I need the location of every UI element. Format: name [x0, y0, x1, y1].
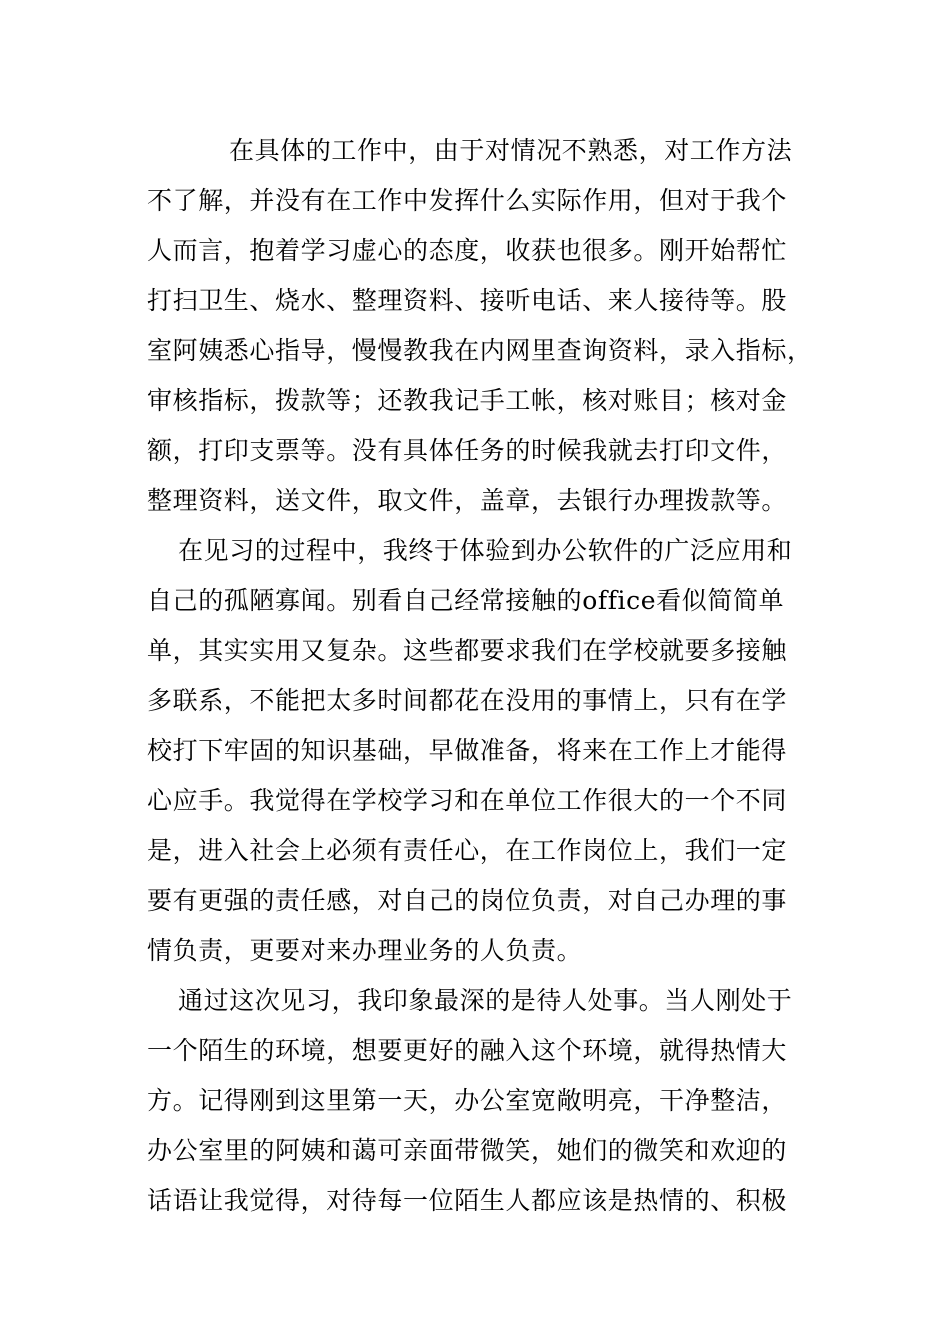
paragraph-1-line-2: 不了解，并没有在工作中发挥什么实际作用，但对于我个: [147, 186, 788, 215]
paragraph-1-line-1: 在具体的工作中，由于对情况不熟悉，对工作方法: [229, 136, 793, 165]
paragraph-2-line-5: 校打下牢固的知识基础，早做准备，将来在工作上才能得: [147, 736, 788, 765]
paragraph-3-line-3: 方。记得刚到这里第一天，办公室宽敞明亮，干净整洁，: [147, 1086, 788, 1115]
paragraph-1-line-8: 整理资料，送文件，取文件，盖章，去银行办理拨款等。: [147, 486, 788, 515]
paragraph-1-line-3: 人而言，抱着学习虚心的态度，收获也很多。刚开始帮忙: [147, 236, 788, 265]
paragraph-3-line-2: 一个陌生的环境，想要更好的融入这个环境，就得热情大: [147, 1036, 788, 1065]
paragraph-2-line-3: 单，其实实用又复杂。这些都要求我们在学校就要多接触: [147, 636, 788, 665]
paragraph-1-line-6: 审核指标，拨款等；还教我记手工帐，核对账目；核对金: [147, 386, 788, 415]
paragraph-1-line-4: 打扫卫生、烧水、整理资料、接听电话、来人接待等。股: [147, 286, 788, 315]
paragraph-2-line-6: 心应手。我觉得在学校学习和在单位工作很大的一个不同: [147, 786, 788, 815]
paragraph-2-line-8: 要有更强的责任感，对自己的岗位负责，对自己办理的事: [147, 886, 788, 915]
paragraph-2-line-1: 在见习的过程中，我终于体验到办公软件的广泛应用和: [178, 536, 793, 565]
paragraph-1-line-5: 室阿姨悉心指导，慢慢教我在内网里查询资料，录入指标，: [147, 336, 813, 365]
paragraph-3-line-1: 通过这次见习，我印象最深的是待人处事。当人刚处于: [178, 986, 793, 1015]
paragraph-2-line-9: 情负责，更要对来办理业务的人负责。: [147, 936, 583, 965]
paragraph-2-line-2: 自己的孤陋寡闻。别看自己经常接触的office看似简简单: [147, 586, 785, 615]
paragraph-2-line-7: 是，进入社会上必须有责任心，在工作岗位上，我们一定: [147, 836, 788, 865]
paragraph-3-line-5: 话语让我觉得，对待每一位陌生人都应该是热情的、积极: [147, 1186, 788, 1215]
paragraph-2-line-4: 多联系，不能把太多时间都花在没用的事情上，只有在学: [147, 686, 788, 715]
paragraph-3-line-4: 办公室里的阿姨和蔼可亲面带微笑，她们的微笑和欢迎的: [147, 1136, 788, 1165]
paragraph-1-line-7: 额，打印支票等。没有具体任务的时候我就去打印文件，: [147, 436, 788, 465]
